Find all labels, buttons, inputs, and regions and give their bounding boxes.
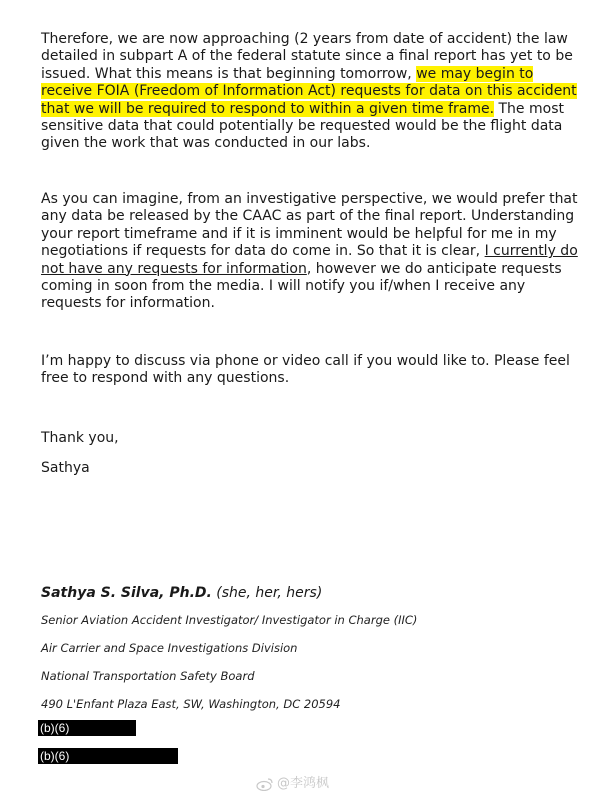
paragraph-text: The most sensitive data that could potentially be requested would be the flight data given the work that was conducted in our labs.	[41, 100, 564, 152]
weibo-logo-icon	[256, 777, 274, 791]
signature-agency: National Transportation Safety Board	[41, 669, 255, 683]
underlined-text: I currently do not have any requests for information	[41, 243, 578, 277]
highlighted-text: we may begin to receive FOIA (Freedom of Information Act) requests for data on this accident that we will be required to respond to within a given time frame.	[41, 65, 577, 117]
watermark-text: @李鸿枫	[277, 776, 330, 791]
closing-line: Thank you,	[41, 430, 119, 446]
paragraph-foia-notice	[41, 31, 581, 153]
watermark	[256, 772, 329, 791]
paragraph-text: As you can imagine, from an investigative perspective, we would prefer that any data be released by the CAAC as part of the final report. Understanding your report timeframe and if it is imminent would be helpful for me in my negotiations if requests for data do come in. So that it is clear,	[41, 191, 578, 260]
signature-title: Senior Aviation Accident Investigator/ Investigator in Charge (IIC)	[41, 613, 418, 627]
signature-pronouns: (she, her, hers)	[211, 585, 323, 601]
paragraph-text: , however we do anticipate requests coming in soon from the media. I will notify you if/when I receive any requests for information.	[41, 260, 562, 312]
redaction-box: (b)(6)	[38, 748, 178, 764]
paragraph-investigative-perspective	[41, 191, 581, 313]
redaction-box: (b)(6)	[38, 720, 136, 736]
signature-division: Air Carrier and Space Investigations Division	[41, 641, 298, 655]
signature-address: 490 L'Enfant Plaza East, SW, Washington, DC 20594	[41, 697, 341, 711]
signature-name-line	[41, 585, 322, 601]
paragraph-text: Therefore, we are now approaching (2 years from date of accident) the law detailed in subpart A of the federal statute since a final report has yet to be issued. What this means is that beginning tomorrow,	[41, 31, 573, 82]
paragraph-discuss: I’m happy to discuss via phone or video call if you would like to. Please feel free to respond with any questions.	[41, 353, 570, 387]
signature-name: Sathya S. Silva, Ph.D.	[41, 585, 212, 601]
sender-name: Sathya	[41, 460, 90, 476]
